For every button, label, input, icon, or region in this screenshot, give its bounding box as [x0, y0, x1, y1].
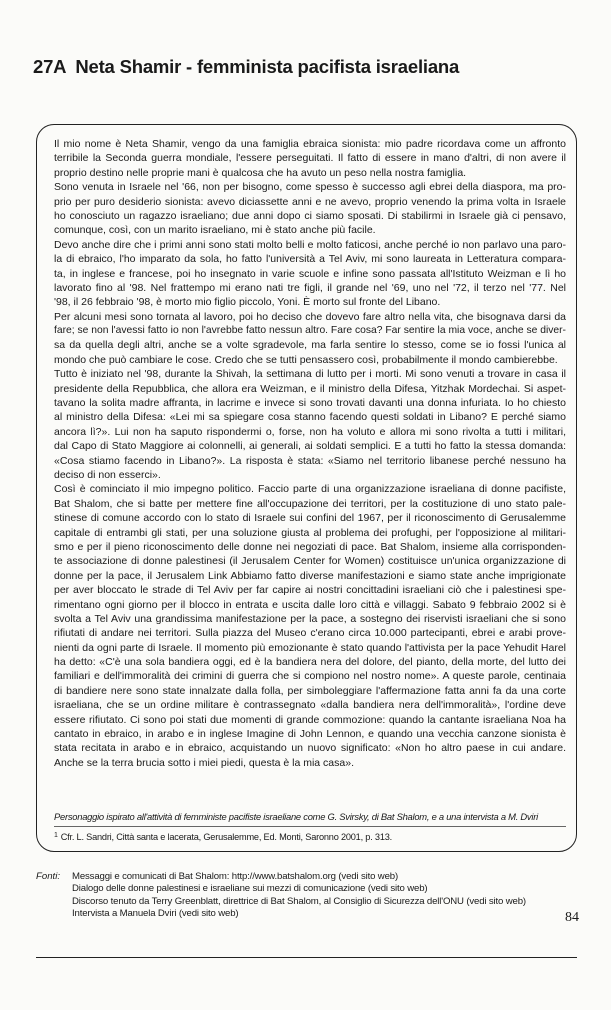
body-line: smo e per il pieno riconoscimento delle donne nei negoziati di pace. Bat Shalom, insieme alla corrisponden- — [54, 540, 566, 553]
body-line: '98, il 26 febbraio '98, è morto mio figlio piccolo, Yoni. È morto sul fronte del Libano. — [54, 296, 441, 309]
body-line: ha detto: «C'è una sola bandiera oggi, ed è la bandiera nera del dolore, del pianto, della morte, del lutto dei — [54, 656, 566, 669]
body-line: te associazione di donne palestinesi (il Jerusalem Center for Women) costituisce un'unica organizzazione di — [54, 555, 566, 568]
body-line: ho conosciuto un ragazzo israeliano; due anni dopo ci siamo sposati. Di stabilirmi in Israele già ci pensavo, — [54, 209, 566, 222]
body-line: «Cosa stiamo facendo in Libano?». La risposta è stata: «Siamo nel territorio libanese perché nessuno ha — [54, 454, 566, 467]
body-line: lavorato fino al '98. Nel frattempo mi erano nati tre figli, il grande nel '69, uno nel '72, il terzo nel '77. Nel — [54, 281, 566, 294]
source-item: Dialogo delle donne palestinesi e israeliane sui mezzi di comunicazione (vedi sito web) — [72, 883, 428, 895]
body-line: stinese di comune accordo con lo stato di Israele sui confini del 1967, per il riconoscimento di Gerusalemme — [54, 512, 566, 525]
body-line: Anche se la terra brucia sotto i miei piedi, questa è la mia casa». — [54, 756, 354, 769]
body-line: nienti da ogni parte di Israele. Il momento più emozionante è stato quando l'attivista per la pace Yehudit Harel — [54, 641, 566, 654]
body-line: presidente della Repubblica, che allora era Weizman, e il ministro della Difesa, Yitzhak Mordechai. Si aspet- — [54, 382, 566, 395]
body-line: essere rifiutato. Ci sono poi stati due momenti di grande commozione: quando la cantante israeliana Noa ha — [54, 713, 566, 726]
body-line: Il mio nome è Neta Shamir, vengo da una famiglia ebraica sionista: mio padre ricordava come un affronto — [54, 138, 566, 150]
body-line: donne per la pace, il Jerusalem Link Abbiamo fatto diverse manifestazioni e siamo state anche imprigionate — [54, 569, 566, 582]
body-line: rifiutati di andare nei territori. Sulla piazza del Museo c'erano circa 10.000 partecipanti, ebrei e arabi prove- — [54, 627, 566, 640]
body-line: ancora lì?». Lui non ha saputo rispondermi o, forse, non ha voluto e allora mi sono rivolta a tutti i militari, — [54, 425, 566, 438]
body-line: proprio destino nelle proprie mani è qualcosa che ha avuto un peso nella nostra famiglia. — [54, 166, 467, 179]
body-line: cantato in ebraico, in arabo e in inglese Imagine di John Lennon, e quando una vecchia canzone sionista è — [54, 728, 566, 741]
body-line: terribile la Seconda guerra mondiale, l'essere perseguitati. Il fatto di essere in mano d'altri, di non avere il — [54, 152, 566, 165]
body-line: al ministro della Difesa: «Lei mi sa spiegare cosa stanno facendo questi soldati in Libano? E perché siamo — [54, 411, 566, 424]
body-line: per aver bloccato le strade di Tel Aviv per far capire ai nostri concittadini israeliani ciò che i palestinesi spe- — [54, 584, 566, 597]
body-line: comunque, così, con un marito israeliano, mi è stato anche più facile. — [54, 224, 376, 237]
body-line: deciso di non esserci». — [54, 468, 161, 481]
body-line: rimentano ogni giorno per il blocco in entrata e uscita dalle loro città e villaggi. Sabato 9 febbraio 2002 si è — [54, 598, 566, 611]
body-line: svolta a Tel Aviv una grandissima manifestazione per la pace, a sostegno dei riservisti israeliani che si sono — [54, 612, 566, 625]
testimony-text — [54, 137, 566, 770]
body-line: familiari e dell'immoralità dei crimini di guerra che si compiono nel nostro nome». A queste parole, centinaia — [54, 670, 566, 683]
body-line: prio per puro desiderio sionista: avevo diciassette anni e ne avevo, proprio venendo la prima volta in Israele — [54, 195, 566, 208]
body-line: mondo che può cambiare le cose. Credo che se tutti pensassero così, probabilmente il mondo cambierebbe. — [54, 353, 558, 366]
source-item: Messaggi e comunicati di Bat Shalom: http://www.batshalom.org (vedi sito web) — [72, 871, 398, 882]
body-line: la di ebraico, l'ho imparato da sola, ho fatto l'università a Tel Aviv, mi sono laureata in Letteratura compara- — [54, 253, 566, 266]
body-line: Per alcuni mesi sono tornata al lavoro, poi ho deciso che dovevo fare altro nella vita, che bisognava darsi da — [54, 310, 566, 323]
page-number: 84 — [565, 910, 579, 925]
source-item: Discorso tenuto da Terry Greenblatt, direttrice di Bat Shalom, al Consiglio di Sicurezza dell'ONU (vedi sito web) — [72, 895, 526, 907]
sources-list — [72, 871, 572, 921]
body-line: ta, in inglese e francese, poi ho insegnato in varie scuole e infine sono passata all'Istituto Weizman e lì ho — [54, 267, 566, 280]
footnote-marker: 1 — [54, 832, 58, 839]
footnote-text: Cfr. L. Sandri, Città santa e lacerata, Gerusalemme, Ed. Monti, Saronno 2001, p. 313. — [60, 832, 392, 842]
footnote — [54, 832, 566, 842]
page-heading — [33, 56, 459, 78]
bottom-rule — [36, 957, 577, 958]
body-line: capitale di entrambi gli stati, per una soluzione giusta al problema dei profughi, per l'opposizione al militari- — [54, 526, 566, 539]
body-line: tavano la solita madre affranta, in lacrime e invece si sono trovati davanti una donna infuriata. Io ho chiesto — [54, 397, 566, 410]
footnote-divider — [54, 826, 566, 827]
sources-label: Fonti: — [36, 871, 60, 882]
body-line: fare; se non l'avessi fatto io non l'avrebbe fatto nessun altro. Fare cosa? Far sentire la mia voce, anche se diver- — [54, 325, 566, 337]
body-line: Devo anche dire che i primi anni sono stati molto belli e molto faticosi, anche perché io non parlavo una paro- — [54, 238, 566, 251]
body-line: Bat Shalom, che si batte per mettere fine all'occupazione dei territori, per la costituzione di uno stato pale- — [54, 497, 566, 510]
section-title: Neta Shamir - femminista pacifista israeliana — [75, 56, 460, 77]
body-line: israeliana, che se un ordine militare è contrassegnato «dalla bandiera nera dell'immoralità», l'ordine deve — [54, 699, 566, 712]
body-line: sa da quella degli altri, anche se a volte sgradevole, ma farla sentire lo stesso, come se io fossi l'unica al — [54, 339, 566, 352]
body-line: Tutto è iniziato nel '98, durante la Shivah, la settimana di lutto per i morti. Mi sono venuti a trovare in casa il — [54, 368, 566, 381]
source-item: Intervista a Manuela Dviri (vedi sito web) — [72, 908, 239, 920]
body-line: Così è cominciato il mio impegno politico. Faccio parte di una organizzazione israeliana di donne pacifiste, — [54, 483, 566, 496]
body-line: dal Capo di Stato Maggiore ai colonnelli, ai generali, ai soldati semplici. E a tutti ho fatto la stessa domanda: — [54, 440, 566, 453]
character-credit: Personaggio ispirato all'attività di femministe pacifiste israeliane come G. Svirsky, di Bat Shalom, e a una intervista a M. Dviri — [54, 811, 538, 822]
body-line: Sono venuta in Israele nel '66, non per bisogno, come spesso è successo agli ebrei della diaspora, ma pro- — [54, 181, 566, 194]
body-line: di bandiere nere sono state innalzate dalla folla, per simboleggiare l'affermazione fatta anni fa da una corte — [54, 684, 566, 697]
section-code: 27A — [33, 56, 67, 77]
body-line: stata recitata in arabo e in ebraico, acquistando un nuovo significato: «Non ho altro paese in cui andare. — [54, 742, 566, 755]
